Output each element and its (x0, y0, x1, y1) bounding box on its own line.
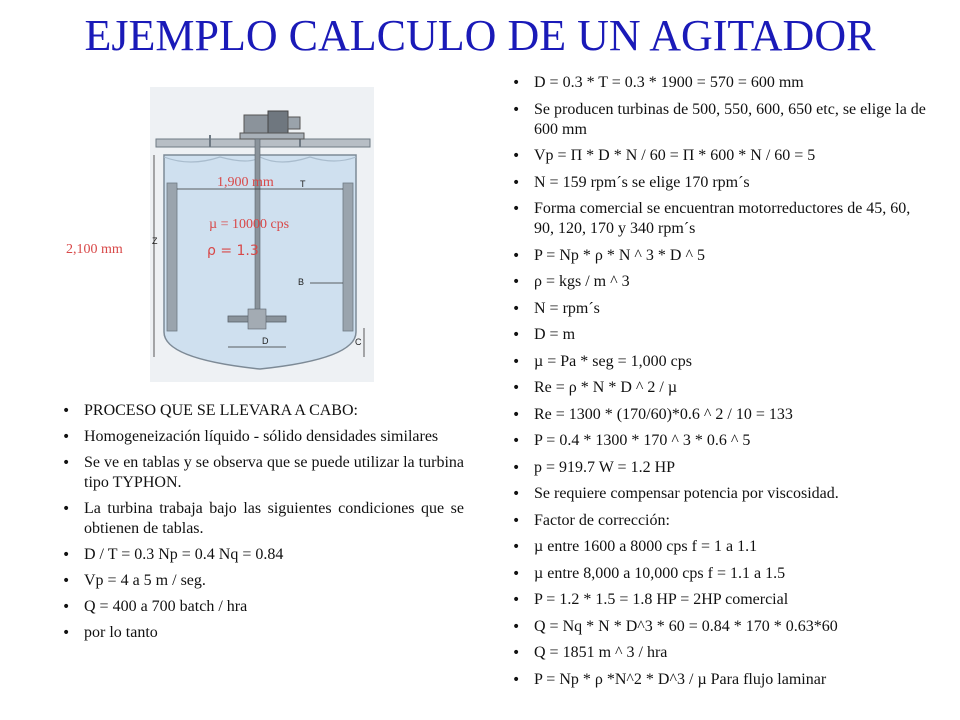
list-item: • Q = 400 a 700 batch / hra (62, 597, 464, 617)
dim-letter-t: T (300, 179, 306, 189)
baffle-left (167, 183, 177, 331)
dim-letter-b: B (298, 277, 305, 287)
list-item: • N = rpm´s (512, 299, 932, 319)
list-item: • Q = Nq * N * D^3 * 60 = 0.84 * 170 * 0.63*60 (512, 617, 932, 637)
list-item: • Se requiere compensar potencia por viscosidad. (512, 484, 932, 504)
list-item: • D = 0.3 * T = 0.3 * 1900 = 570 = 600 mm (512, 73, 932, 93)
list-item: • Vp = Π * D * N / 60 = Π * 600 * N / 60 = 5 (512, 146, 932, 166)
list-item: • p = 919.7 W = 1.2 HP (512, 458, 932, 478)
calculation-bullet-list (512, 73, 932, 696)
dim-letter-d: D (262, 336, 269, 346)
list-item: • Re = ρ * N * D ^ 2 / µ (512, 378, 932, 398)
tank-diameter-label: 1,900 mm (217, 175, 274, 190)
list-item: • Vp = 4 a 5 m / seg. (62, 571, 464, 591)
list-item: • Forma comercial se encuentran motorreductores de 45, 60, 90, 120, 170 y 340 rpm´s (512, 199, 932, 239)
list-item: • µ = Pa * seg = 1,000 cps (512, 352, 932, 372)
baffle-right (343, 183, 353, 331)
list-item: • µ entre 8,000 a 10,000 cps f = 1.1 a 1.5 (512, 564, 932, 584)
list-item: • P = Np * ρ *N^2 * D^3 / µ Para flujo laminar (512, 670, 932, 690)
tank-height-label: 2,100 mm (66, 242, 123, 257)
agitator-tank-diagram (150, 87, 374, 382)
list-item: • Homogeneización líquido - sólido densidades similares (62, 427, 464, 447)
list-item: • La turbina trabaja bajo las siguientes condiciones que se obtienen de tablas. (62, 499, 464, 539)
density-label: ρ = 1.3 (207, 243, 259, 259)
list-item: • D = m (512, 325, 932, 345)
dim-letter-z: Z (152, 236, 158, 246)
list-item: • P = 0.4 * 1300 * 170 ^ 3 * 0.6 ^ 5 (512, 431, 932, 451)
list-item: • Q = 1851 m ^ 3 / hra (512, 643, 932, 663)
list-item: • N = 159 rpm´s se elige 170 rpm´s (512, 173, 932, 193)
process-bullet-list (62, 401, 464, 649)
dim-letter-c: C (355, 337, 362, 347)
list-item: • PROCESO QUE SE LLEVARA A CABO: (62, 401, 464, 421)
slide-title: EJEMPLO CALCULO DE UN AGITADOR (84, 11, 876, 60)
list-item: • Se ve en tablas y se observa que se puede utilizar la turbina tipo TYPHON. (62, 453, 464, 493)
list-item: • P = 1.2 * 1.5 = 1.8 HP = 2HP comercial (512, 590, 932, 610)
list-item: • Factor de corrección: (512, 511, 932, 531)
list-item: • ρ = kgs / m ^ 3 (512, 272, 932, 292)
list-item: • por lo tanto (62, 623, 464, 643)
list-item: • Re = 1300 * (170/60)*0.6 ^ 2 / 10 = 133 (512, 405, 932, 425)
viscosity-label: µ = 10000 cps (209, 217, 290, 232)
list-item: • P = Np * ρ * N ^ 3 * D ^ 5 (512, 246, 932, 266)
tank-cover (156, 139, 370, 147)
list-item: • D / T = 0.3 Np = 0.4 Nq = 0.84 (62, 545, 464, 565)
list-item: • µ entre 1600 a 8000 cps f = 1 a 1.1 (512, 537, 932, 557)
list-item: • Se producen turbinas de 500, 550, 600, 650 etc, se elige la de 600 mm (512, 100, 932, 140)
